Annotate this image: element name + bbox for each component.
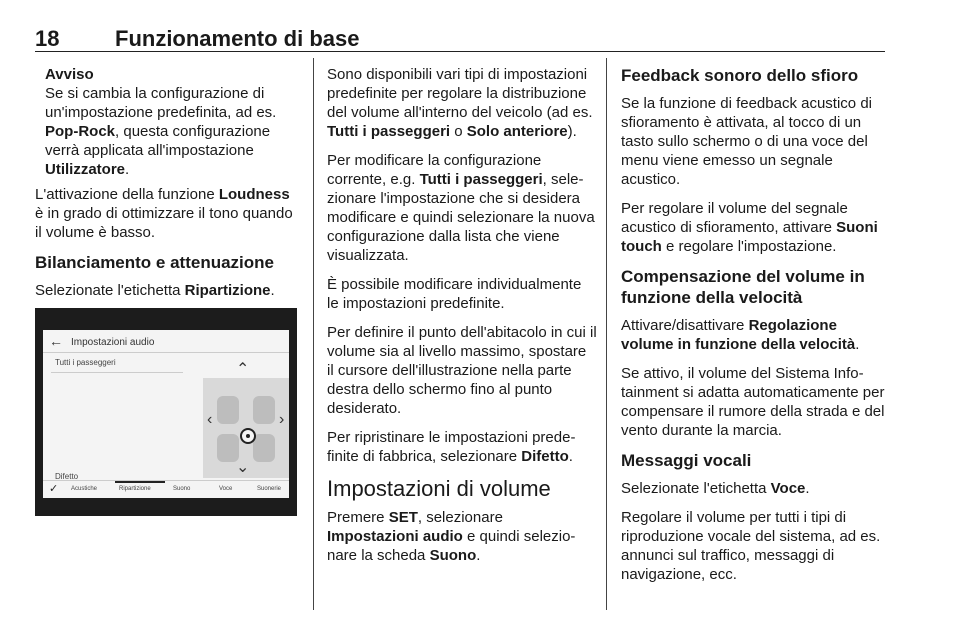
active-tab-indicator — [115, 481, 165, 483]
select-tab-paragraph: Selezionate l'etichetta Ripartizione. — [35, 282, 275, 299]
default-option: Difetto — [55, 472, 79, 481]
feedback-volume-paragraph: Per regolare il volume del segnale acustico di sfioramento, attivare Suoni touch e regolare l'impostazione. — [621, 200, 878, 255]
speed-toggle-paragraph: Attivare/disattivare Regolazione volume in funzione della velocità. — [621, 317, 860, 353]
tab-suono: Suono — [173, 486, 191, 492]
voice-volume-paragraph: Regolare il volume per tutti i tipi di riproduzione vocale del sistema, ad es. annunci sul traffico, messaggi di navigazione, ecc. — [621, 509, 881, 583]
heading-voice-messages: Messaggi vocali — [621, 451, 752, 470]
page-title: Funzionamento di base — [115, 26, 360, 51]
tab-acustiche: Acustiche — [71, 486, 98, 492]
individual-paragraph: È possibile modificare individualmente le impostazioni predefinite. — [327, 276, 582, 312]
screen-title-divider — [43, 352, 289, 353]
heading-volume-settings: Impostazioni di volume — [327, 476, 551, 501]
profile-option: Tutti i passeggeri — [55, 358, 116, 367]
volume-paragraph: Premere SET, selezionare Impostazioni audio e quindi selezionare la scheda Suono. — [327, 509, 576, 564]
note-title: Avviso — [45, 66, 94, 83]
column-divider-2 — [606, 58, 607, 610]
page-number: 18 — [35, 26, 60, 51]
cursor-paragraph: Per definire il punto dell'abitacolo in cui il volume sia al livello massimo, spostare il cursore dell'illustrazione nella parte destra dello schermo fino al punto desiderato. — [327, 324, 597, 417]
heading-touch-feedback: Feedback sonoro dello sfioro — [621, 66, 859, 85]
chevron-left-icon: ‹ — [207, 411, 213, 428]
column-2 — [327, 65, 597, 575]
heading-balance: Bilanciamento e attenuazione — [35, 253, 274, 272]
tab-ripartizione: Ripartizione — [119, 486, 151, 492]
speed-description-paragraph: Se attivo, il volume del Sistema Infotainment si adatta automaticamente per compensare il rumore della strada e del vento durante la marcia. — [621, 365, 885, 439]
loudness-paragraph: L'attivazione della funzione Loudness è in grado di ottimizzare il tono quando il volume è basso. — [35, 186, 293, 241]
profile-divider — [51, 372, 183, 373]
voice-tab-paragraph: Selezionate l'etichetta Voce. — [621, 480, 810, 497]
screen-display — [43, 330, 289, 498]
back-arrow-icon: ← — [49, 333, 63, 349]
screen-title: Impostazioni audio — [71, 337, 155, 348]
presets-paragraph: Sono disponibili vari tipi di impostazioni predefinite per regolare la distribuzione del volume all'interno del veicolo (ad es. Tutti i passeggeri o Solo anteriore). — [327, 66, 593, 140]
note-text: Se si cambia la configurazione di un'impostazione predefinita, ad es. Pop-Rock, questa configurazione verrà applicata all'impostazione Utilizzatore. — [45, 85, 277, 178]
reset-paragraph: Per ripristinare le impostazioni predefinite di fabbrica, selezionare Difetto. — [327, 429, 576, 465]
feedback-paragraph: Se la funzione di feedback acustico di sfioramento è attivata, al tocco di un tasto sullo schermo o di una voce del menu viene emesso un segnale acustico. — [621, 95, 872, 188]
heading-speed-compensation: Compensazione del volume in funzione della velocità — [621, 267, 865, 307]
chevron-right-icon: › — [279, 411, 285, 428]
column-divider-1 — [313, 58, 314, 610]
audio-settings-screenshot — [35, 308, 297, 516]
check-icon: ✓ — [49, 483, 59, 495]
fader-cursor-icon — [240, 428, 256, 444]
note-box — [35, 65, 300, 179]
chevron-up-icon: ⌃ — [236, 361, 250, 378]
screen-tab-bar — [43, 480, 289, 499]
page-header — [35, 26, 885, 50]
tab-voce: Voce — [219, 486, 233, 492]
column-1 — [35, 65, 300, 310]
modify-paragraph: Per modificare la configurazione corrente, e.g. Tutti i passeggeri, selezionare l'impostazione che si desidera modificare e quindi selezionare la nuova configurazione dalla lista che viene visualizzata. — [327, 152, 595, 264]
chevron-down-icon: ⌄ — [236, 459, 250, 476]
tab-suonerie: Suonerie — [257, 486, 282, 492]
column-3 — [621, 65, 891, 594]
header-divider — [35, 51, 885, 52]
